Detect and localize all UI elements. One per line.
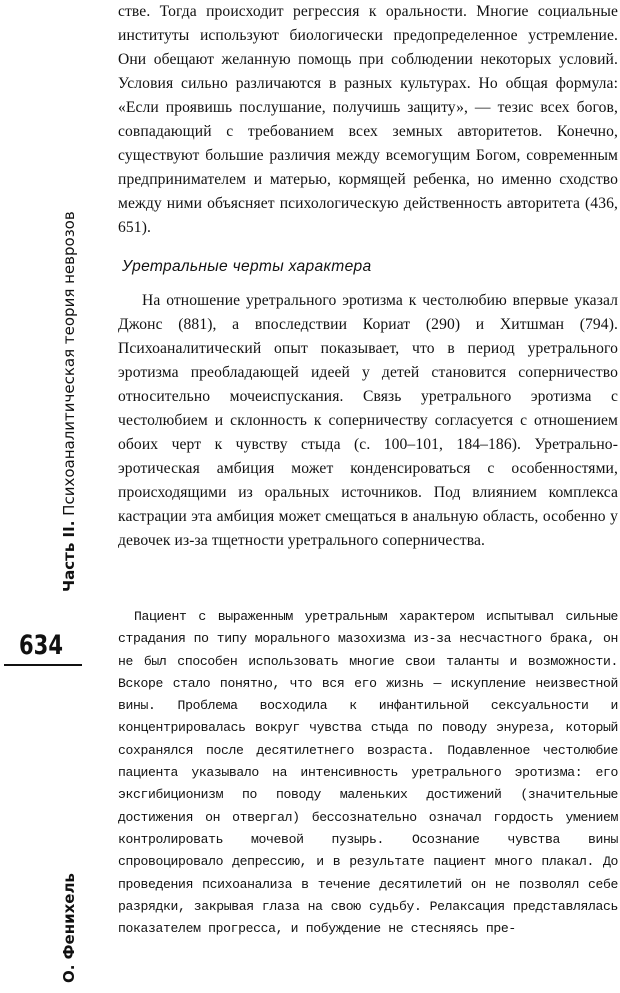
paragraph-1: стве. Тогда происходит регрессия к оральности. Многие социальные институты используют биологически предопределенное устремление. Они обещают желанную помощь при соблюдении некоторых условий. Условия сильно различаются в разных культурах. Но общая формула: «Если проявишь послушание, получишь защиту», — тезис всех богов, совпадающий с требованием всех земных авторитетов. Конечно, существуют большие различия между всемогущим Богом, современным предпринимателем и матерью, кормящей ребенка, но именно сходство между ними объясняет психологическую действенность авторитета (436, 651). xyxy=(118,3,618,236)
part-label: Часть II. xyxy=(60,520,78,592)
page-number-rule xyxy=(4,664,82,666)
author-name: О. Фенихель xyxy=(60,873,78,983)
page-number: 634 xyxy=(19,630,63,661)
page-margin xyxy=(0,0,100,993)
running-head xyxy=(60,211,78,592)
part-title: Психоаналитическая теория неврозов xyxy=(60,211,78,516)
case-study: Пациент с выраженным уретральным характером испытывал сильные страдания по типу морального мазохизма из-за несчастного брака, он не был способен использовать многие свои таланты и возможности. Вскоре стало понятно, что вся его жизнь — искупление неизвестной вины. Проблема восходила к инфантильной сексуальности и концентрировалась вокруг чувства стыда по поводу энуреза, который сохранялся после десятилетнего возраста. Подавленное честолюбие пациента указывало на интенсивность уретрального эротизма: его эксгибиционизм по поводу маленьких достижений (значительные достижения он отвергал) бессознательно означал гордость умением контролировать мочевой пузырь. Осознание чувства вины спровоцировало депрессию, и в результате пациент много плакал. До проведения психоанализа в течение десятилетий он не позволял себе разрядки, закрывая глаза на свою судьбу. Релаксация представлялась показателем прогресса, и побуждение не стесняясь пре- xyxy=(118,609,618,937)
section-heading: Уретральные черты характера xyxy=(122,258,372,275)
paragraph-2: На отношение уретрального эротизма к честолюбию впервые указал Джонс (881), а впоследствии Кориат (290) и Хитшман (794). Психоаналитический опыт показывает, что в период уретрального эротизма преобладающей идеей у детей становится соперничество относительно мочеиспускания. Связь уретрального эротизма с честолюбием и склонность к соперничеству согласуется с отношением обоих черт к чувству стыда (с. 100–101, 184–186). Уретрально-эротическая амбиция может конденсироваться с особенностями, происходящими из оральных источников. Под влиянием комплекса кастрации эта амбиция может смещаться в анальную область, особенно у девочек из-за тщетности уретрального соперничества. xyxy=(118,292,618,549)
main-text xyxy=(118,0,618,553)
